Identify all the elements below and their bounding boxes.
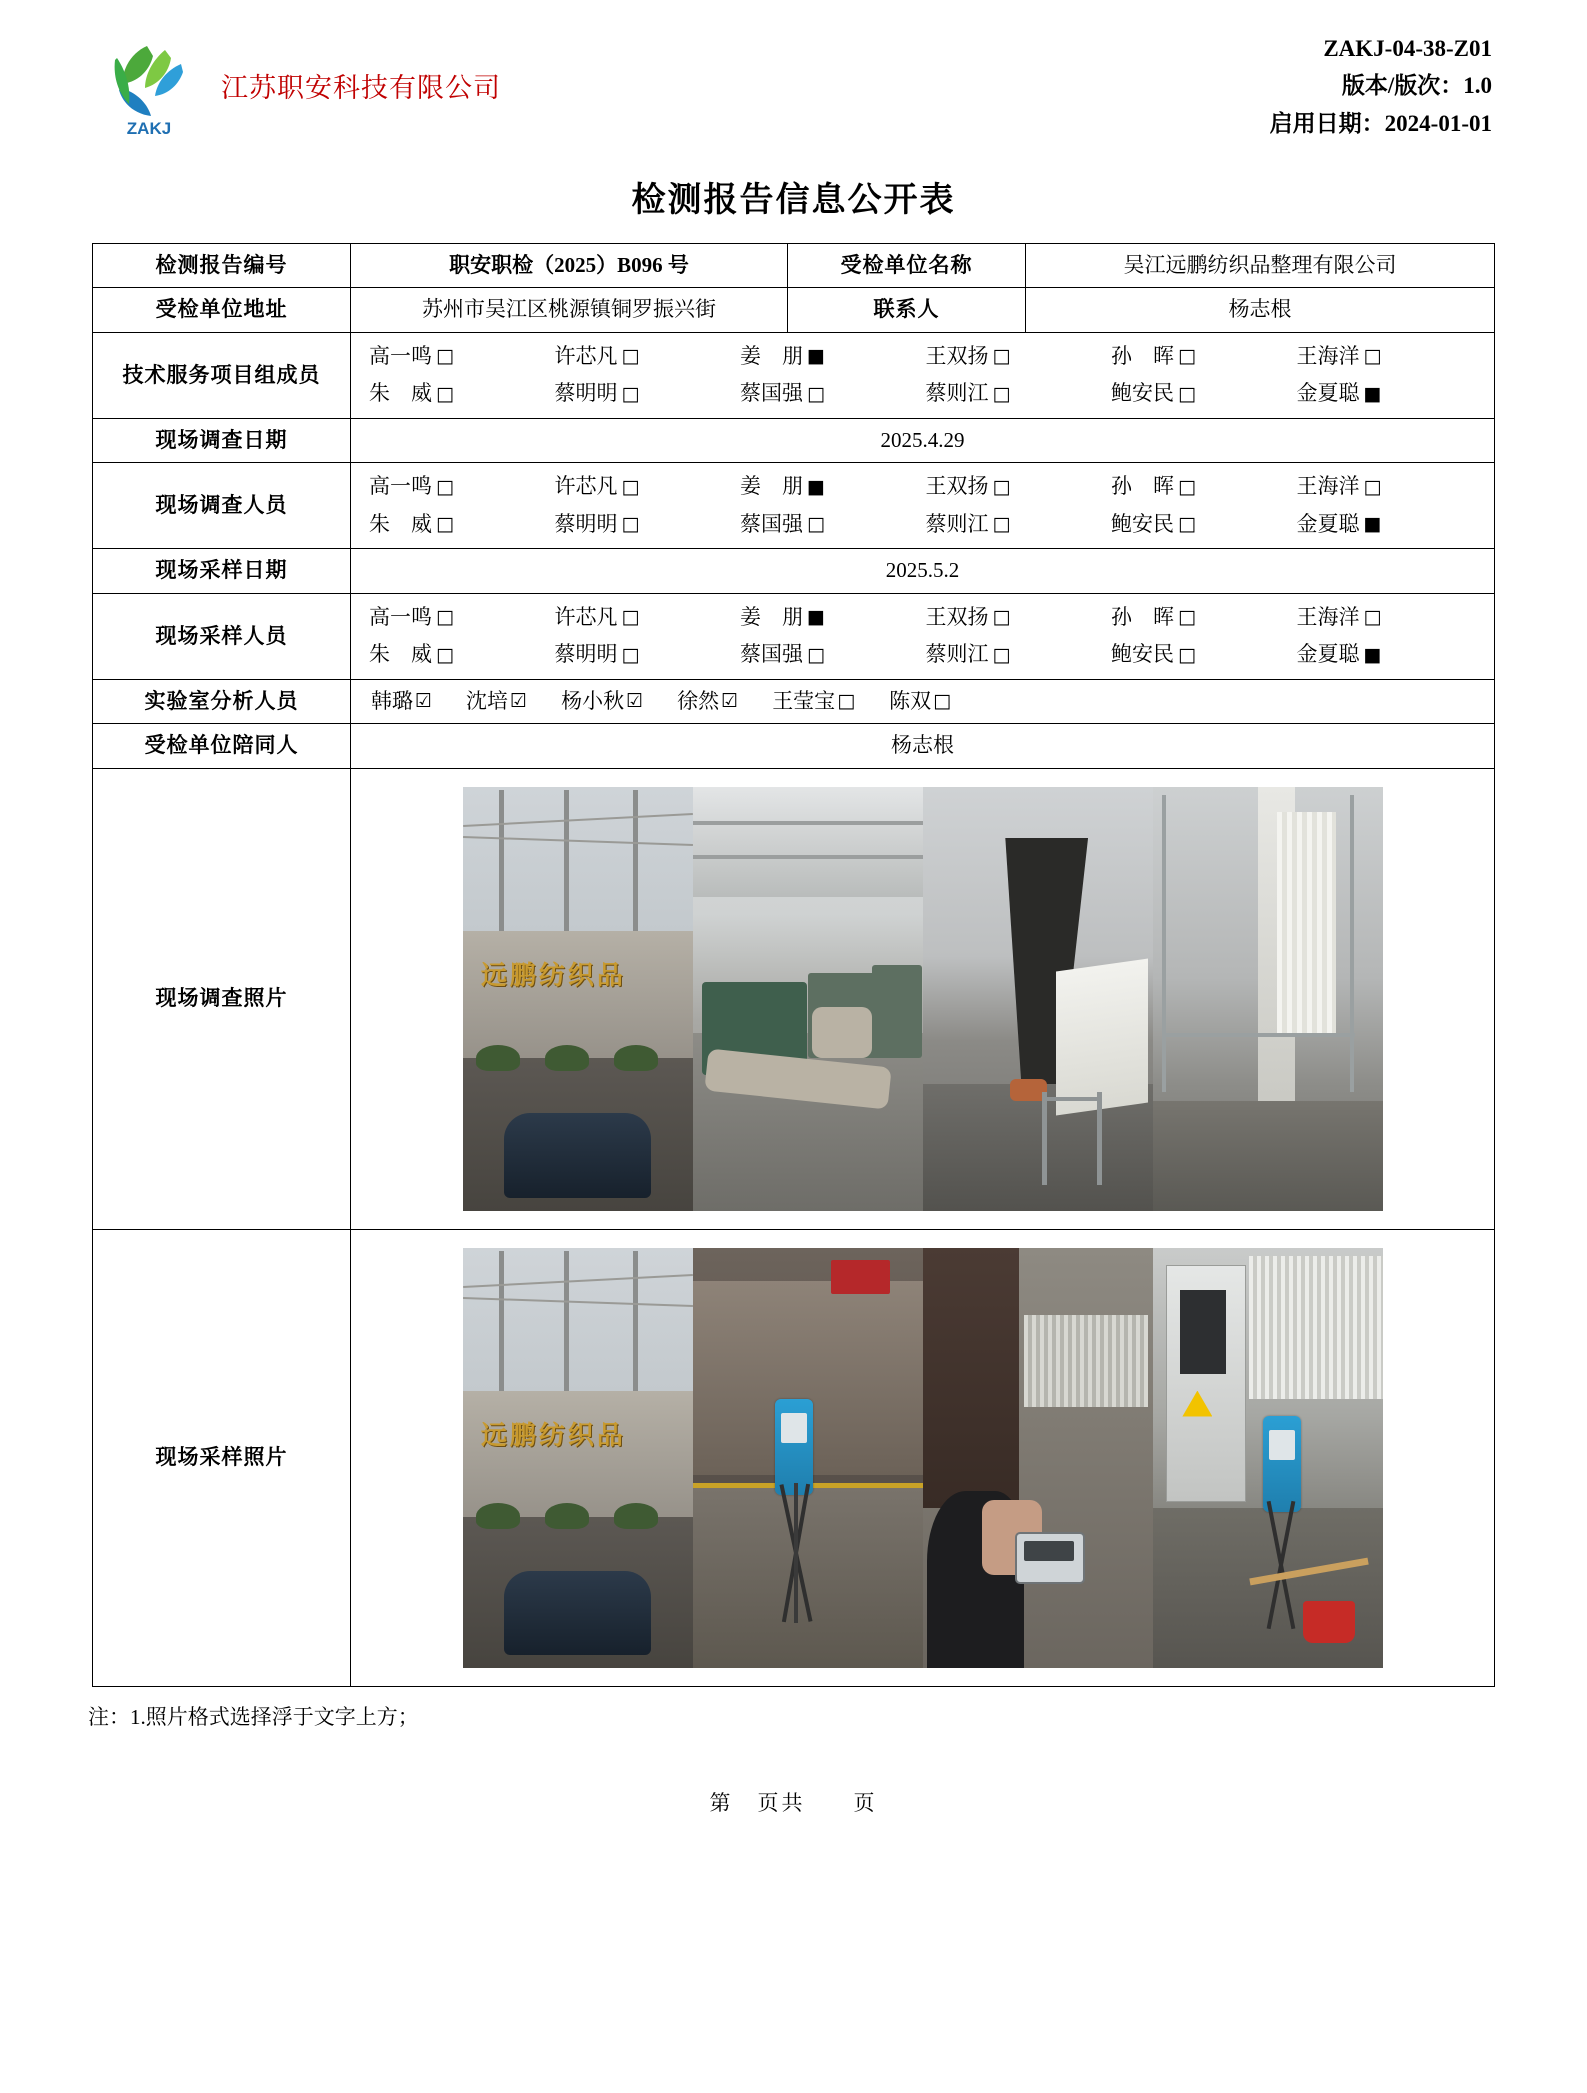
person-name: 许芯凡: [554, 604, 618, 629]
person-checkbox-item[interactable]: [369, 602, 555, 634]
sampling-staff-checkbox-grid[interactable]: [359, 600, 1486, 673]
person-checkbox-item[interactable]: [926, 471, 1112, 503]
person-name: 许芯凡: [554, 474, 618, 499]
person-checkbox-item[interactable]: [369, 639, 555, 671]
person-checkbox-item[interactable]: [1297, 639, 1483, 671]
person-checkbox-item[interactable]: [1297, 471, 1483, 503]
person-name: 王双扬: [925, 343, 989, 368]
value-contact: 杨志根: [1026, 288, 1495, 333]
person-checkbox[interactable]: ☑: [415, 690, 433, 713]
doc-code: ZAKJ-04-38-Z01: [1323, 36, 1492, 61]
sampler-near-machine-photo: [1153, 1248, 1383, 1668]
value-survey-date: 2025.4.29: [351, 418, 1495, 463]
person-checkbox[interactable]: □: [1178, 513, 1196, 536]
label-contact: 联系人: [788, 288, 1026, 333]
label-survey-photos: 现场调查照片: [93, 768, 351, 1229]
table-row-survey-staff: [93, 463, 1495, 549]
factory-gate-photo: [463, 1248, 693, 1668]
sampling-photo-strip: [359, 1248, 1486, 1668]
person-checkbox[interactable]: □: [1178, 475, 1196, 498]
person-name: 金夏聪: [1296, 511, 1360, 536]
person-name: 蔡则江: [925, 511, 989, 536]
person-checkbox[interactable]: □: [621, 475, 640, 498]
person-checkbox-item[interactable]: [1297, 509, 1483, 541]
person-checkbox[interactable]: ■: [807, 345, 825, 368]
person-name: 蔡国强: [740, 642, 803, 667]
person-name: 王莹宝: [772, 688, 836, 713]
label-report-no: 检测报告编号: [93, 243, 351, 288]
person-name: 杨小秋: [561, 688, 625, 713]
person-name: 鲍安民: [1111, 381, 1174, 406]
table-row-lab-staff: [93, 679, 1495, 724]
person-checkbox[interactable]: □: [621, 643, 640, 666]
sampling-photo-cell: [351, 1229, 1495, 1686]
label-sampling-date: 现场采样日期: [93, 549, 351, 594]
value-survey-staff: [351, 463, 1495, 549]
person-name: 蔡则江: [925, 381, 989, 406]
label-survey-staff: 现场调查人员: [93, 463, 351, 549]
person-checkbox[interactable]: □: [1178, 382, 1196, 405]
person-name: 鲍安民: [1111, 511, 1174, 536]
person-checkbox-item[interactable]: [926, 602, 1112, 634]
label-survey-date: 现场调查日期: [93, 418, 351, 463]
table-row-report-no: [93, 243, 1495, 288]
header-meta: [1270, 30, 1492, 142]
person-checkbox[interactable]: □: [992, 345, 1011, 368]
person-checkbox-item[interactable]: [1297, 602, 1483, 634]
value-team: [351, 332, 1495, 418]
team-checkbox-grid[interactable]: [359, 339, 1486, 412]
person-name: 沈培: [466, 688, 509, 713]
value-lab-staff: [351, 679, 1495, 724]
label-lab-staff: 实验室分析人员: [93, 679, 351, 724]
person-name: 韩璐: [371, 688, 413, 713]
person-name: 蔡明明: [554, 511, 618, 536]
person-name: 朱 威: [369, 642, 432, 667]
person-checkbox[interactable]: ■: [1363, 643, 1382, 666]
person-checkbox[interactable]: □: [992, 475, 1011, 498]
table-row-sampling-date: [93, 549, 1495, 594]
person-checkbox[interactable]: ☑: [721, 690, 739, 713]
person-checkbox-item[interactable]: [369, 471, 555, 503]
person-name: 蔡明明: [554, 642, 618, 667]
person-checkbox-item[interactable]: [926, 378, 1112, 410]
person-name: 孙 晖: [1111, 343, 1174, 368]
value-sampling-date: 2025.5.2: [351, 549, 1495, 594]
person-checkbox[interactable]: □: [621, 345, 640, 368]
person-name: 王海洋: [1296, 343, 1360, 368]
table-note: 注：1.照片格式选择浮于文字上方；: [88, 1704, 419, 1729]
person-checkbox[interactable]: □: [1363, 475, 1382, 498]
page-footer: 第 页共 页: [709, 1790, 878, 1815]
person-checkbox-item[interactable]: [555, 639, 741, 671]
person-name: 蔡则江: [925, 642, 989, 667]
person-checkbox[interactable]: □: [807, 382, 825, 405]
person-checkbox[interactable]: ■: [1363, 513, 1382, 536]
person-checkbox[interactable]: □: [621, 606, 640, 629]
logo-text: ZAKJ: [126, 119, 172, 138]
doc-version: 版本/版次：1.0: [1341, 73, 1492, 99]
person-checkbox-item[interactable]: [1297, 378, 1483, 410]
person-checkbox-item[interactable]: [677, 686, 738, 718]
fabric-machine-photo: [923, 787, 1153, 1211]
person-name: 陈双: [889, 688, 932, 713]
person-name: 高一鸣: [369, 343, 432, 368]
person-checkbox-item[interactable]: [1111, 341, 1297, 373]
person-checkbox[interactable]: □: [992, 382, 1011, 405]
person-name: 王海洋: [1296, 604, 1360, 629]
page-title: 检测报告信息公开表: [631, 181, 956, 219]
person-name: 金夏聪: [1296, 642, 1360, 667]
value-report-no: 职安职检（2025）B096 号: [351, 243, 788, 288]
person-checkbox[interactable]: □: [837, 690, 856, 713]
person-name: 王海洋: [1296, 474, 1360, 499]
person-checkbox-item[interactable]: [1111, 602, 1297, 634]
person-checkbox[interactable]: □: [807, 513, 825, 536]
loom-fabric-photo: [1153, 787, 1383, 1211]
gate-sign-text: 远鹏纺织品: [480, 961, 626, 991]
report-info-table: [92, 243, 1495, 1687]
person-name: 姜 朋: [740, 604, 803, 629]
person-checkbox[interactable]: □: [992, 513, 1011, 536]
person-checkbox-item[interactable]: [369, 378, 555, 410]
person-checkbox-item[interactable]: [1111, 471, 1297, 503]
survey-photo-cell: [351, 768, 1495, 1229]
person-checkbox[interactable]: □: [933, 690, 952, 713]
person-checkbox-item[interactable]: [740, 378, 926, 410]
label-sampling-photos: 现场采样照片: [93, 1229, 351, 1686]
person-name: 朱 威: [369, 511, 432, 536]
workshop-machines-photo: [693, 787, 923, 1211]
person-checkbox[interactable]: □: [992, 606, 1011, 629]
person-name: 王双扬: [925, 604, 989, 629]
value-sampling-staff: [351, 593, 1495, 679]
person-name: 姜 朋: [740, 474, 803, 499]
person-checkbox[interactable]: □: [1178, 345, 1196, 368]
person-name: 蔡国强: [740, 511, 803, 536]
person-checkbox[interactable]: □: [436, 475, 454, 498]
table-row-team: [93, 332, 1495, 418]
person-name: 许芯凡: [554, 343, 618, 368]
person-checkbox[interactable]: □: [436, 643, 454, 666]
gate-sign-text: 远鹏纺织品: [480, 1420, 626, 1450]
survey-staff-checkbox-grid[interactable]: [359, 469, 1486, 542]
person-checkbox[interactable]: □: [1178, 643, 1196, 666]
label-client-name: 受检单位名称: [788, 243, 1026, 288]
person-checkbox-item[interactable]: [371, 686, 432, 718]
person-name: 王双扬: [925, 474, 989, 499]
person-name: 鲍安民: [1111, 642, 1174, 667]
person-name: 高一鸣: [369, 604, 432, 629]
label-escort: 受检单位陪同人: [93, 724, 351, 769]
person-checkbox-item[interactable]: [1111, 509, 1297, 541]
person-checkbox-item[interactable]: [555, 341, 741, 373]
person-checkbox[interactable]: □: [436, 606, 454, 629]
person-checkbox[interactable]: ☑: [626, 690, 644, 713]
survey-photo-strip: [359, 787, 1486, 1211]
table-row-escort: [93, 724, 1495, 769]
factory-gate-photo: [463, 787, 693, 1211]
person-checkbox-item[interactable]: [555, 378, 741, 410]
table-row-sampling-photos: [93, 1229, 1495, 1686]
person-checkbox-item[interactable]: [555, 509, 741, 541]
person-checkbox[interactable]: □: [436, 345, 454, 368]
person-name: 蔡明明: [554, 381, 618, 406]
person-checkbox-item[interactable]: [740, 639, 926, 671]
company-name: 江苏职安科技有限公司: [221, 72, 501, 103]
table-row-sampling-staff: [93, 593, 1495, 679]
person-checkbox[interactable]: ■: [1363, 382, 1382, 405]
person-checkbox[interactable]: □: [436, 382, 454, 405]
label-team: 技术服务项目组成员: [93, 332, 351, 418]
person-checkbox[interactable]: □: [807, 643, 825, 666]
person-checkbox-item[interactable]: [740, 509, 926, 541]
person-checkbox-item[interactable]: [926, 509, 1112, 541]
person-checkbox-item[interactable]: [926, 639, 1112, 671]
person-checkbox[interactable]: ■: [807, 606, 825, 629]
person-checkbox[interactable]: □: [621, 382, 640, 405]
person-checkbox-item[interactable]: [889, 686, 951, 718]
person-name: 孙 晖: [1111, 604, 1174, 629]
lab-staff-checkbox-row[interactable]: [359, 686, 1486, 718]
person-checkbox-item[interactable]: [466, 686, 527, 718]
person-name: 朱 威: [369, 381, 432, 406]
brand-block: [95, 30, 501, 140]
label-sampling-staff: 现场采样人员: [93, 593, 351, 679]
person-checkbox-item[interactable]: [369, 341, 555, 373]
person-checkbox[interactable]: ■: [807, 475, 825, 498]
person-checkbox[interactable]: ☑: [510, 690, 528, 713]
person-checkbox[interactable]: □: [436, 513, 454, 536]
table-row-client-addr: [93, 288, 1495, 333]
person-checkbox[interactable]: □: [1363, 345, 1382, 368]
document-header: [0, 0, 1587, 142]
person-name: 蔡国强: [740, 381, 803, 406]
person-checkbox-item[interactable]: [561, 686, 643, 718]
person-checkbox-item[interactable]: [1297, 341, 1483, 373]
person-checkbox[interactable]: □: [1363, 606, 1382, 629]
person-checkbox-item[interactable]: [1111, 378, 1297, 410]
person-checkbox[interactable]: □: [992, 643, 1011, 666]
person-checkbox-item[interactable]: [555, 471, 741, 503]
doc-effective-date: 启用日期：2024-01-01: [1269, 110, 1492, 136]
sampler-on-tripod-photo: [693, 1248, 923, 1668]
person-name: 金夏聪: [1296, 381, 1360, 406]
person-name: 徐然: [677, 688, 720, 713]
person-checkbox-item[interactable]: [772, 686, 855, 718]
person-checkbox-item[interactable]: [926, 341, 1112, 373]
label-client-addr: 受检单位地址: [93, 288, 351, 333]
table-row-survey-date: [93, 418, 1495, 463]
person-name: 姜 朋: [740, 343, 803, 368]
person-checkbox-item[interactable]: [555, 602, 741, 634]
company-logo: [95, 30, 203, 140]
value-client-name: 吴江远鹏纺织品整理有限公司: [1026, 243, 1495, 288]
person-checkbox[interactable]: □: [621, 513, 640, 536]
handheld-meter-photo: [923, 1248, 1153, 1668]
value-client-addr: 苏州市吴江区桃源镇铜罗振兴街: [351, 288, 788, 333]
person-checkbox-item[interactable]: [1111, 639, 1297, 671]
person-checkbox-item[interactable]: [740, 471, 926, 503]
person-checkbox[interactable]: □: [1178, 606, 1196, 629]
person-checkbox-item[interactable]: [740, 341, 926, 373]
value-escort: 杨志根: [351, 724, 1495, 769]
person-checkbox-item[interactable]: [740, 602, 926, 634]
person-checkbox-item[interactable]: [369, 509, 555, 541]
table-row-survey-photos: [93, 768, 1495, 1229]
person-name: 高一鸣: [369, 474, 432, 499]
person-name: 孙 晖: [1111, 474, 1174, 499]
